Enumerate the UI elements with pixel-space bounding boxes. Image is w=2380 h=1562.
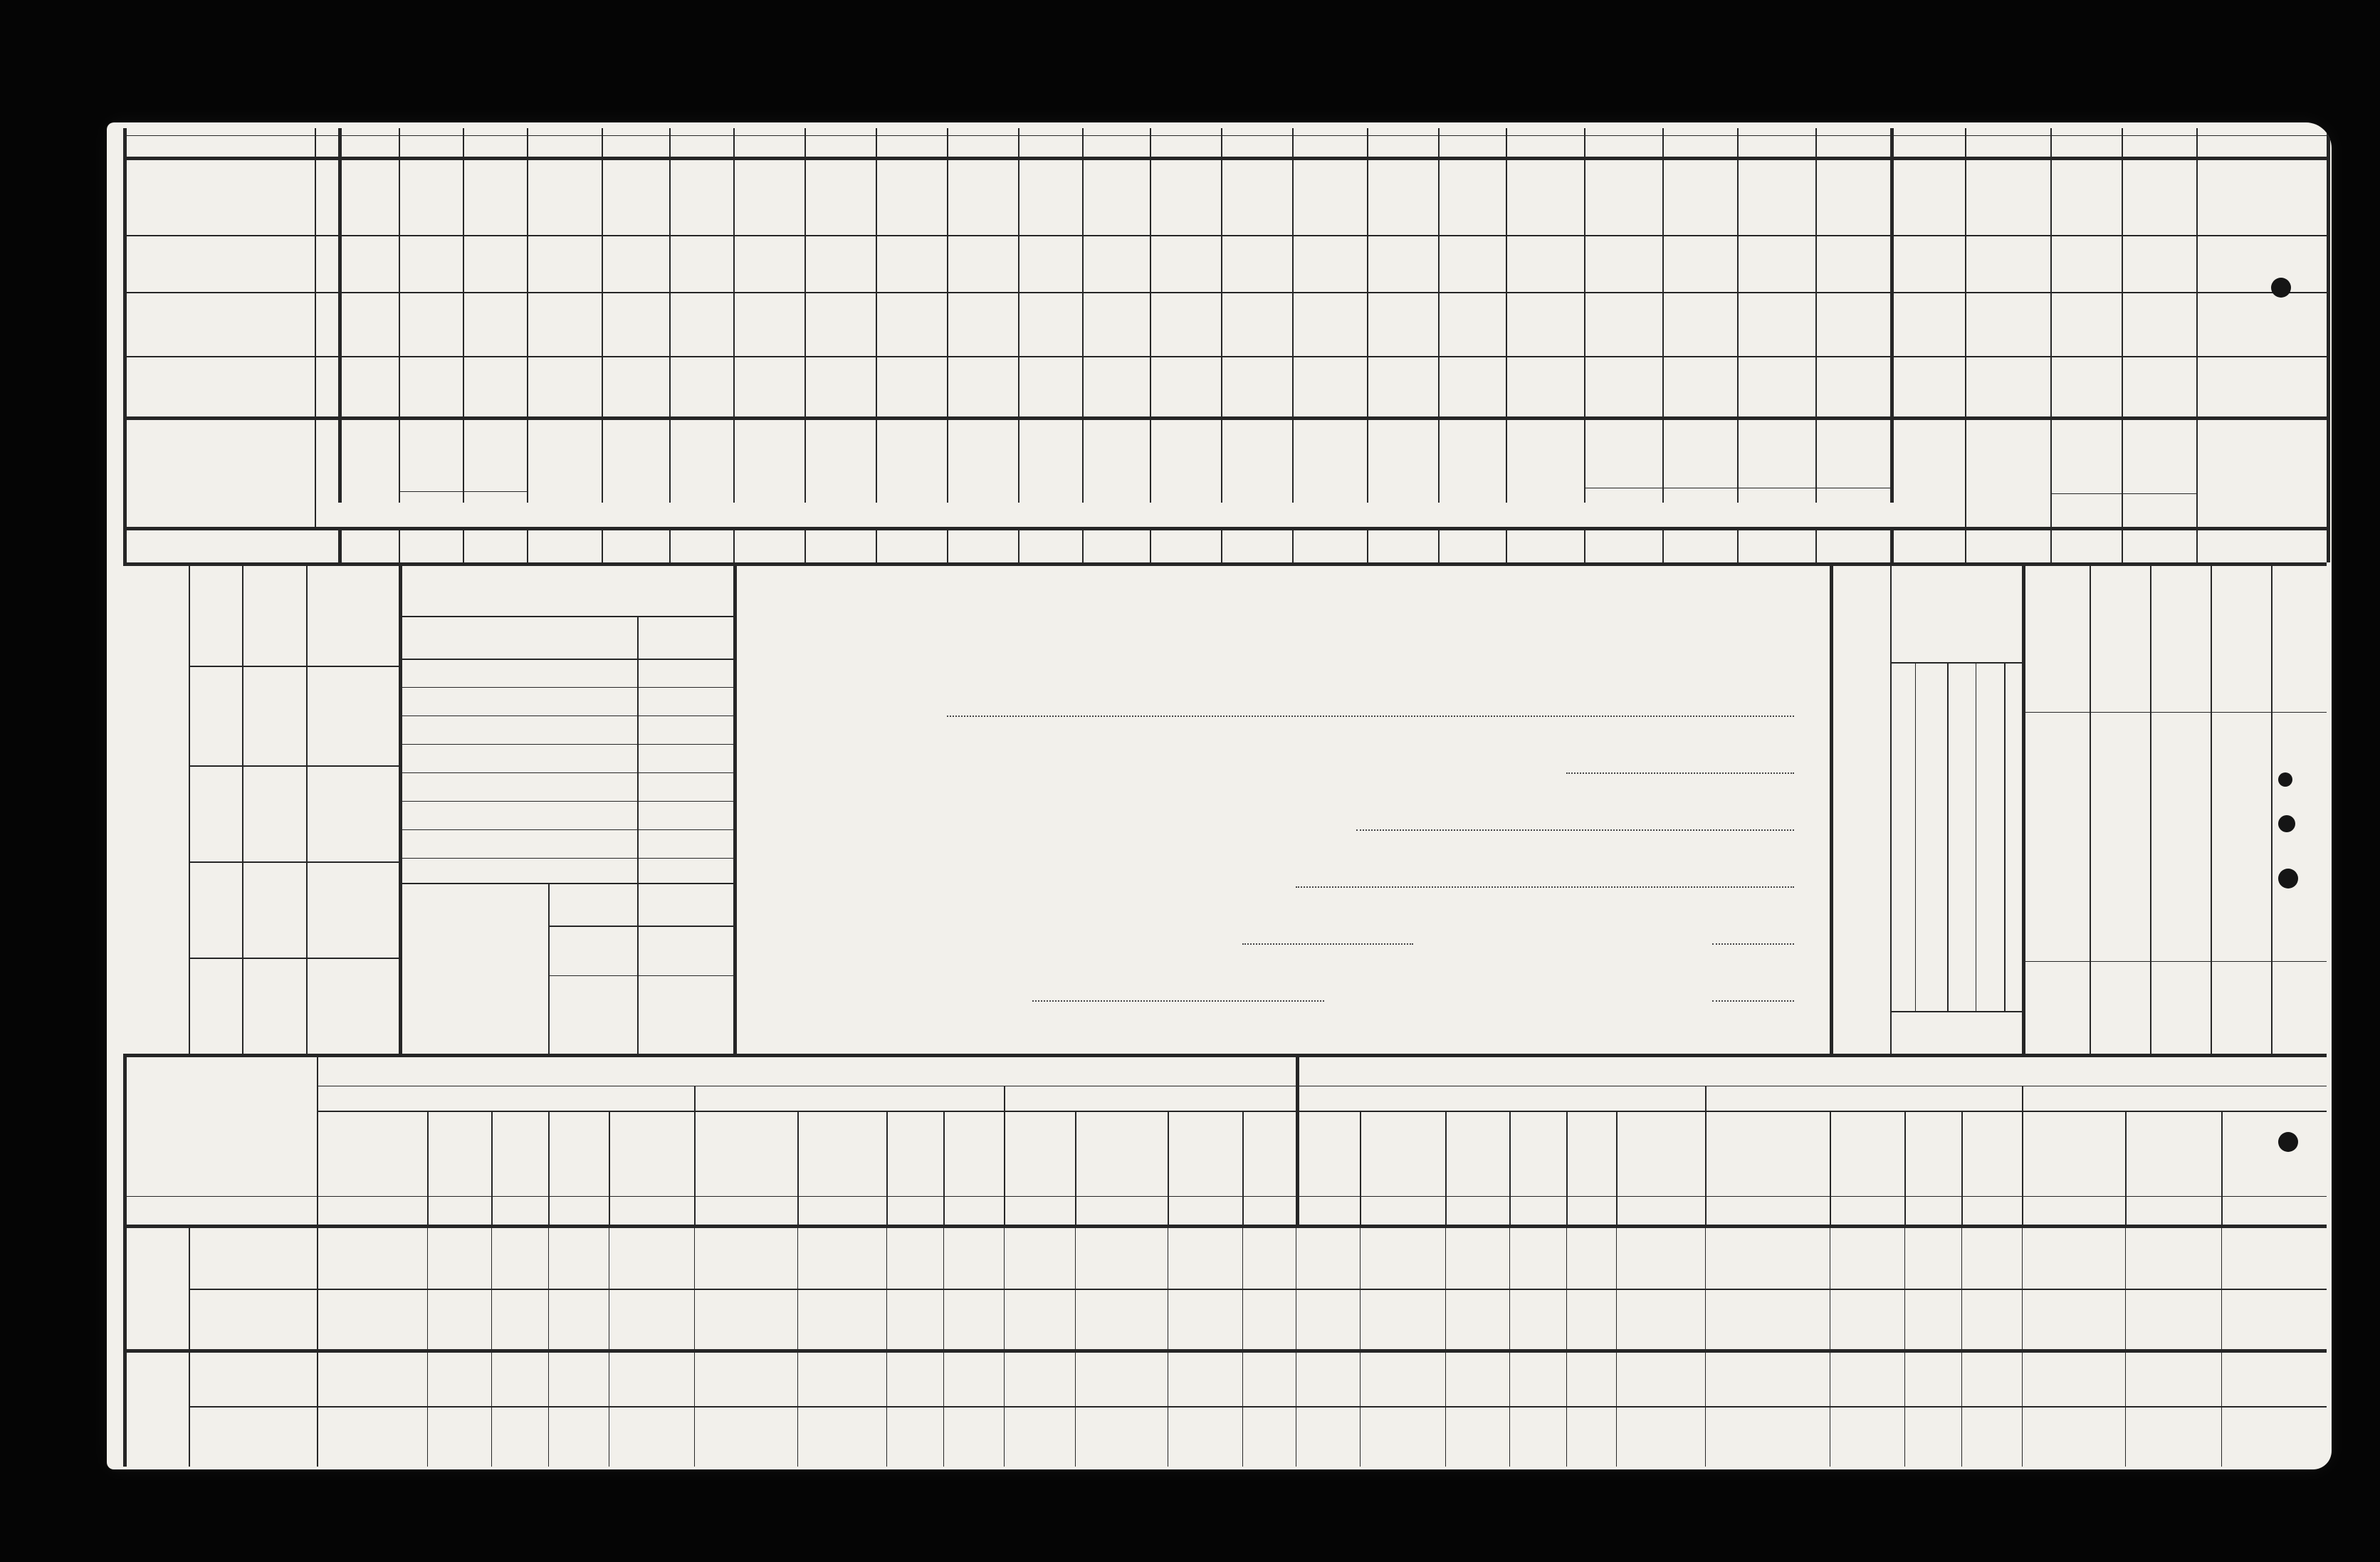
- top-row-label: [128, 157, 313, 235]
- column-number: [2050, 533, 2122, 560]
- garden-label: [406, 940, 548, 975]
- rule-line: [399, 659, 733, 660]
- row-group-label: [127, 1228, 185, 1346]
- right-column-label-repeat: [2211, 965, 2271, 1050]
- rule-line: [317, 1111, 2327, 1112]
- rule-line: [1616, 1225, 1617, 1467]
- handwritten-entry: [1292, 292, 1367, 356]
- bottom-column-number: [1242, 1197, 1296, 1223]
- rule-line: [548, 975, 733, 976]
- handwritten-entry: [1292, 235, 1367, 292]
- rule-line: [1004, 1225, 1005, 1467]
- bottom-column-header: [609, 1113, 694, 1194]
- form-title: [733, 584, 1830, 634]
- bottom-column-header: [886, 1113, 943, 1194]
- right-column-label: [2271, 570, 2327, 662]
- ink-spot: [2278, 772, 2292, 787]
- pop-column-label: [1951, 755, 1979, 869]
- rule-line: [399, 491, 527, 492]
- bottom-column-header: [1705, 1113, 1830, 1194]
- handwritten-entry: [609, 1406, 694, 1467]
- rule-line: [2221, 1225, 2222, 1467]
- rule-line: [694, 1225, 695, 1467]
- trade-title: [402, 566, 733, 616]
- bottom-column-number: [1616, 1197, 1705, 1223]
- rule-line: [123, 128, 127, 562]
- worker-type: [246, 566, 303, 666]
- right-column-label: [2090, 570, 2150, 662]
- ink-spot: [2278, 1132, 2298, 1152]
- column-number: [1815, 533, 1890, 560]
- land-label: [128, 416, 313, 527]
- column-number: [1737, 533, 1815, 560]
- rule-line: [123, 1349, 2327, 1353]
- bottom-column-number: [317, 1197, 427, 1223]
- column-number: [1367, 533, 1438, 560]
- ink-spot: [2278, 869, 2298, 889]
- row-group-label-2: [127, 1353, 185, 1467]
- column-number: [399, 533, 463, 560]
- bottom-column-number: [2022, 1197, 2125, 1223]
- column-number: [1292, 533, 1367, 560]
- rule-line: [1509, 1225, 1510, 1467]
- handwritten-entry: [491, 1289, 548, 1349]
- dotted-fill-line: [1296, 886, 1794, 888]
- handwritten-entry: [427, 1225, 491, 1289]
- dotted-fill-line: [1712, 1000, 1794, 1002]
- bottom-column-number: [1296, 1197, 1360, 1223]
- right-column-label-repeat: [2090, 965, 2150, 1050]
- column-number: [1890, 533, 1965, 560]
- handwritten-entry: [491, 1406, 548, 1467]
- pop-men-label: [1894, 883, 1922, 1004]
- right-column-label: [2150, 570, 2211, 662]
- column-number: [338, 533, 399, 560]
- pashni-header: [317, 1087, 694, 1110]
- arenda-header: [427, 1055, 1281, 1085]
- worker-number: [192, 566, 242, 666]
- dotted-fill-line: [1712, 943, 1794, 945]
- workers-question: [310, 570, 395, 1050]
- handwritten-entry: [548, 1406, 609, 1467]
- bottom-column-header: [797, 1113, 886, 1194]
- rule-line: [399, 829, 733, 830]
- rule-line: [123, 157, 2327, 160]
- pop-column-number: [1951, 876, 1979, 918]
- partial-row-label: [171, 128, 313, 154]
- handwritten-entry: [463, 356, 527, 416]
- rule-line: [123, 135, 2327, 136]
- census-card: [107, 122, 2332, 1469]
- bottom-column-header: [943, 1113, 1004, 1194]
- rule-line: [2050, 493, 2196, 494]
- bottom-column-header: [2221, 1113, 2327, 1194]
- bottom-column-header: [427, 1113, 491, 1194]
- bottom-column-header: [2125, 1113, 2221, 1194]
- rule-line: [733, 566, 737, 1054]
- bottom-column-header: [1961, 1113, 2022, 1194]
- bottom-column-header: [1445, 1113, 1509, 1194]
- rule-line: [189, 566, 190, 1054]
- handwritten-entry: [491, 1225, 548, 1289]
- handwritten-entry: [669, 292, 733, 356]
- bottom-column-number: [1566, 1197, 1616, 1223]
- bottom-column-number: [886, 1197, 943, 1223]
- bottom-column-number: [491, 1197, 548, 1223]
- crop-header: [1965, 420, 2050, 520]
- bottom-column-header: [1242, 1113, 1296, 1194]
- dotted-fill-line: [947, 716, 1794, 717]
- pop-women-label: [1894, 740, 1922, 840]
- handwritten-entry: [399, 292, 463, 356]
- handwritten-entry: [669, 235, 733, 292]
- handwritten-entry: [317, 1225, 427, 1289]
- bottom-column-number: [1360, 1197, 1445, 1223]
- column-number: [1438, 533, 1506, 560]
- handwritten-entry: [317, 1406, 427, 1467]
- column-number: [1662, 533, 1737, 560]
- rule-line: [399, 858, 733, 859]
- handwritten-entry: [1367, 235, 1438, 292]
- rule-line: [943, 1225, 944, 1467]
- handwritten-entry: [1890, 235, 1965, 292]
- column-number: [1965, 533, 2050, 560]
- dotted-fill-line: [1566, 772, 1794, 774]
- bottom-column-header: [1830, 1113, 1904, 1194]
- pop-column-label: [1979, 755, 2001, 869]
- bottom-column-number: [943, 1197, 1004, 1223]
- handwritten-entry: [548, 1289, 609, 1349]
- handwritten-entry: [2196, 235, 2327, 292]
- right-column-label-repeat: [2022, 965, 2090, 1050]
- rule-line: [2327, 128, 2330, 562]
- rule-line: [1242, 1225, 1243, 1467]
- handwritten-entry: [669, 356, 733, 416]
- bottom-column-header: [1004, 1113, 1075, 1194]
- rule-line: [2022, 961, 2327, 962]
- rule-line: [2022, 1225, 2023, 1467]
- handwritten-entry: [2196, 292, 2327, 356]
- rule-line: [1904, 1225, 1905, 1467]
- rule-line: [315, 128, 316, 527]
- bottom-column-number: [548, 1197, 609, 1223]
- pop-column-number: [2001, 876, 2022, 918]
- bottom-column-number: [2221, 1197, 2327, 1223]
- pop-column-number: [1979, 876, 2001, 918]
- column-number: [2196, 533, 2327, 560]
- top-row-label: [128, 356, 313, 416]
- column-number: [1221, 533, 1292, 560]
- right-column-label-repeat: [2271, 965, 2327, 1050]
- dotted-fill-line: [1242, 943, 1413, 945]
- crop-header: [1584, 420, 1662, 484]
- rule-line: [399, 772, 733, 773]
- rule-line: [1566, 1225, 1567, 1467]
- bottom-row-label: [192, 1406, 313, 1467]
- bottom-column-number: [1705, 1197, 1830, 1223]
- rule-line: [2022, 1086, 2023, 1111]
- bottom-column-number: [427, 1197, 491, 1223]
- dotted-fill-line: [1356, 829, 1794, 831]
- bottom-column-header: [317, 1113, 427, 1194]
- rule-line: [1705, 1225, 1706, 1467]
- bottom-column-number: [609, 1197, 694, 1223]
- top-row-label: [128, 235, 313, 292]
- bottom-column-header: [1168, 1113, 1242, 1194]
- pop-column-label: [1922, 755, 1951, 869]
- column-number: [1584, 533, 1662, 560]
- crop-header: [1815, 420, 1890, 484]
- rule-line: [123, 1196, 2327, 1197]
- handwritten-entry: [317, 1289, 427, 1349]
- handwritten-entry: [609, 1225, 694, 1289]
- bottom-column-number: [1004, 1197, 1075, 1223]
- handwritten-entry: [1890, 292, 1965, 356]
- rule-line: [399, 883, 733, 884]
- vineyard-label: [406, 979, 548, 1015]
- rule-line: [548, 926, 733, 927]
- column-number: [1018, 533, 1082, 560]
- rule-line: [1890, 1011, 2022, 1012]
- worker-number: [192, 765, 242, 861]
- column-number: [1150, 533, 1221, 560]
- worker-number: [192, 861, 242, 958]
- bottom-column-header: [2022, 1113, 2125, 1194]
- right-column-label-repeat: [2150, 965, 2211, 1050]
- bottom-column-number: [1445, 1197, 1509, 1223]
- handwritten-entry: [427, 1406, 491, 1467]
- bottom-row-label: [192, 1225, 313, 1289]
- crop-header: [2196, 420, 2327, 520]
- bottom-column-header: [1616, 1113, 1705, 1194]
- rule-line: [2125, 1225, 2126, 1467]
- handwritten-entry: [2196, 356, 2327, 416]
- worker-type: [246, 861, 303, 958]
- rule-line: [399, 801, 733, 802]
- worker-type: [246, 765, 303, 861]
- crop-header: [2050, 420, 2122, 490]
- crop-header: [463, 420, 527, 488]
- sdacha-header: [1388, 1055, 2243, 1085]
- handwritten-entry: [399, 235, 463, 292]
- crop-header: [2122, 420, 2196, 490]
- column-number: [804, 533, 876, 560]
- bottom-column-number: [1961, 1197, 2022, 1223]
- dotted-fill-line: [1032, 1000, 1324, 1002]
- bottom-column-header: [1509, 1113, 1566, 1194]
- rule-line: [399, 687, 733, 688]
- rule-line: [1705, 1086, 1707, 1111]
- rule-line: [242, 566, 243, 1054]
- rule-line: [1360, 1225, 1361, 1467]
- desyatin-header: [548, 886, 637, 926]
- bottom-column-number: [1509, 1197, 1566, 1223]
- column-number: [1082, 533, 1150, 560]
- rule-line: [1075, 1225, 1076, 1467]
- ink-spot: [2271, 278, 2291, 298]
- bottom-column-number: [1904, 1197, 1961, 1223]
- handwritten-entry: [1965, 235, 2050, 292]
- rule-line: [1890, 662, 2022, 664]
- bottom-column-number: [2125, 1197, 2221, 1223]
- column-number: [463, 533, 527, 560]
- bottom-column-header: [491, 1113, 548, 1194]
- pokos-header: [694, 1087, 1004, 1110]
- pop-column-label: [2001, 755, 2022, 869]
- pop-column-number: [1922, 876, 1951, 918]
- rule-line: [797, 1225, 798, 1467]
- bottom-column-number: [1168, 1197, 1242, 1223]
- pashni-header-2: [1324, 1087, 1702, 1110]
- column-number: [947, 533, 1018, 560]
- worker-number: [192, 958, 242, 1054]
- column-number: [527, 533, 602, 560]
- handwritten-entry: [548, 1225, 609, 1289]
- population-title: [1833, 570, 1889, 1050]
- bottom-column-header: [548, 1113, 609, 1194]
- worker-number: [192, 666, 242, 765]
- worker-type: [246, 958, 303, 1054]
- bottom-column-header: [1566, 1113, 1616, 1194]
- bottom-column-number: [694, 1197, 797, 1223]
- korney-header: [641, 886, 730, 926]
- fallow-group-label: [2050, 495, 2196, 523]
- pokos-header-2: [1705, 1087, 2018, 1110]
- rule-line: [189, 1225, 190, 1467]
- bottom-column-header: [1360, 1113, 1445, 1194]
- right-column-label: [2211, 570, 2271, 662]
- trade-qty-header: [641, 616, 730, 659]
- handwritten-entry: [463, 235, 527, 292]
- bottom-row-label: [192, 1289, 313, 1349]
- bottom-column-header: [1296, 1113, 1360, 1194]
- bottom-column-number: [1075, 1197, 1168, 1223]
- bottom-column-header: [1075, 1113, 1168, 1194]
- rule-line: [306, 566, 308, 1054]
- rule-line: [399, 744, 733, 745]
- crop-header: [399, 420, 463, 488]
- has-label: [406, 897, 548, 940]
- column-number: [669, 533, 733, 560]
- bottom-row-label: [192, 1349, 313, 1406]
- bottom-column-number: [1830, 1197, 1904, 1223]
- handwritten-entry: [1367, 292, 1438, 356]
- bottom-column-header: [1904, 1113, 1961, 1194]
- column-number: [876, 533, 947, 560]
- rule-line: [1961, 1225, 1962, 1467]
- ink-spot: [2278, 815, 2295, 832]
- handwritten-entry: [1965, 356, 2050, 416]
- left-edge-letter: [127, 125, 142, 147]
- column-number: [1506, 533, 1584, 560]
- rule-line: [694, 1086, 696, 1111]
- crops-band-title: [335, 504, 1972, 528]
- bottom-column-number: [797, 1197, 886, 1223]
- trade-name-header: [402, 616, 637, 659]
- rule-line: [1445, 1225, 1446, 1467]
- column-number: [602, 533, 669, 560]
- handwritten-entry: [1890, 356, 1965, 416]
- worker-type: [246, 666, 303, 765]
- rule-line: [886, 1225, 887, 1467]
- rule-line: [2022, 712, 2327, 713]
- rule-line: [1004, 1086, 1005, 1111]
- top-row-label: [128, 292, 313, 356]
- handwritten-entry: [609, 1289, 694, 1349]
- column-number: [2122, 533, 2196, 560]
- crop-header: [1737, 420, 1815, 484]
- bottom-column-header: [694, 1113, 797, 1194]
- right-column-label: [2022, 570, 2090, 662]
- rule-line: [637, 883, 639, 1054]
- column-number: [733, 533, 804, 560]
- rule-line: [637, 616, 639, 883]
- handwritten-entry: [427, 1289, 491, 1349]
- crop-header: [1662, 420, 1737, 484]
